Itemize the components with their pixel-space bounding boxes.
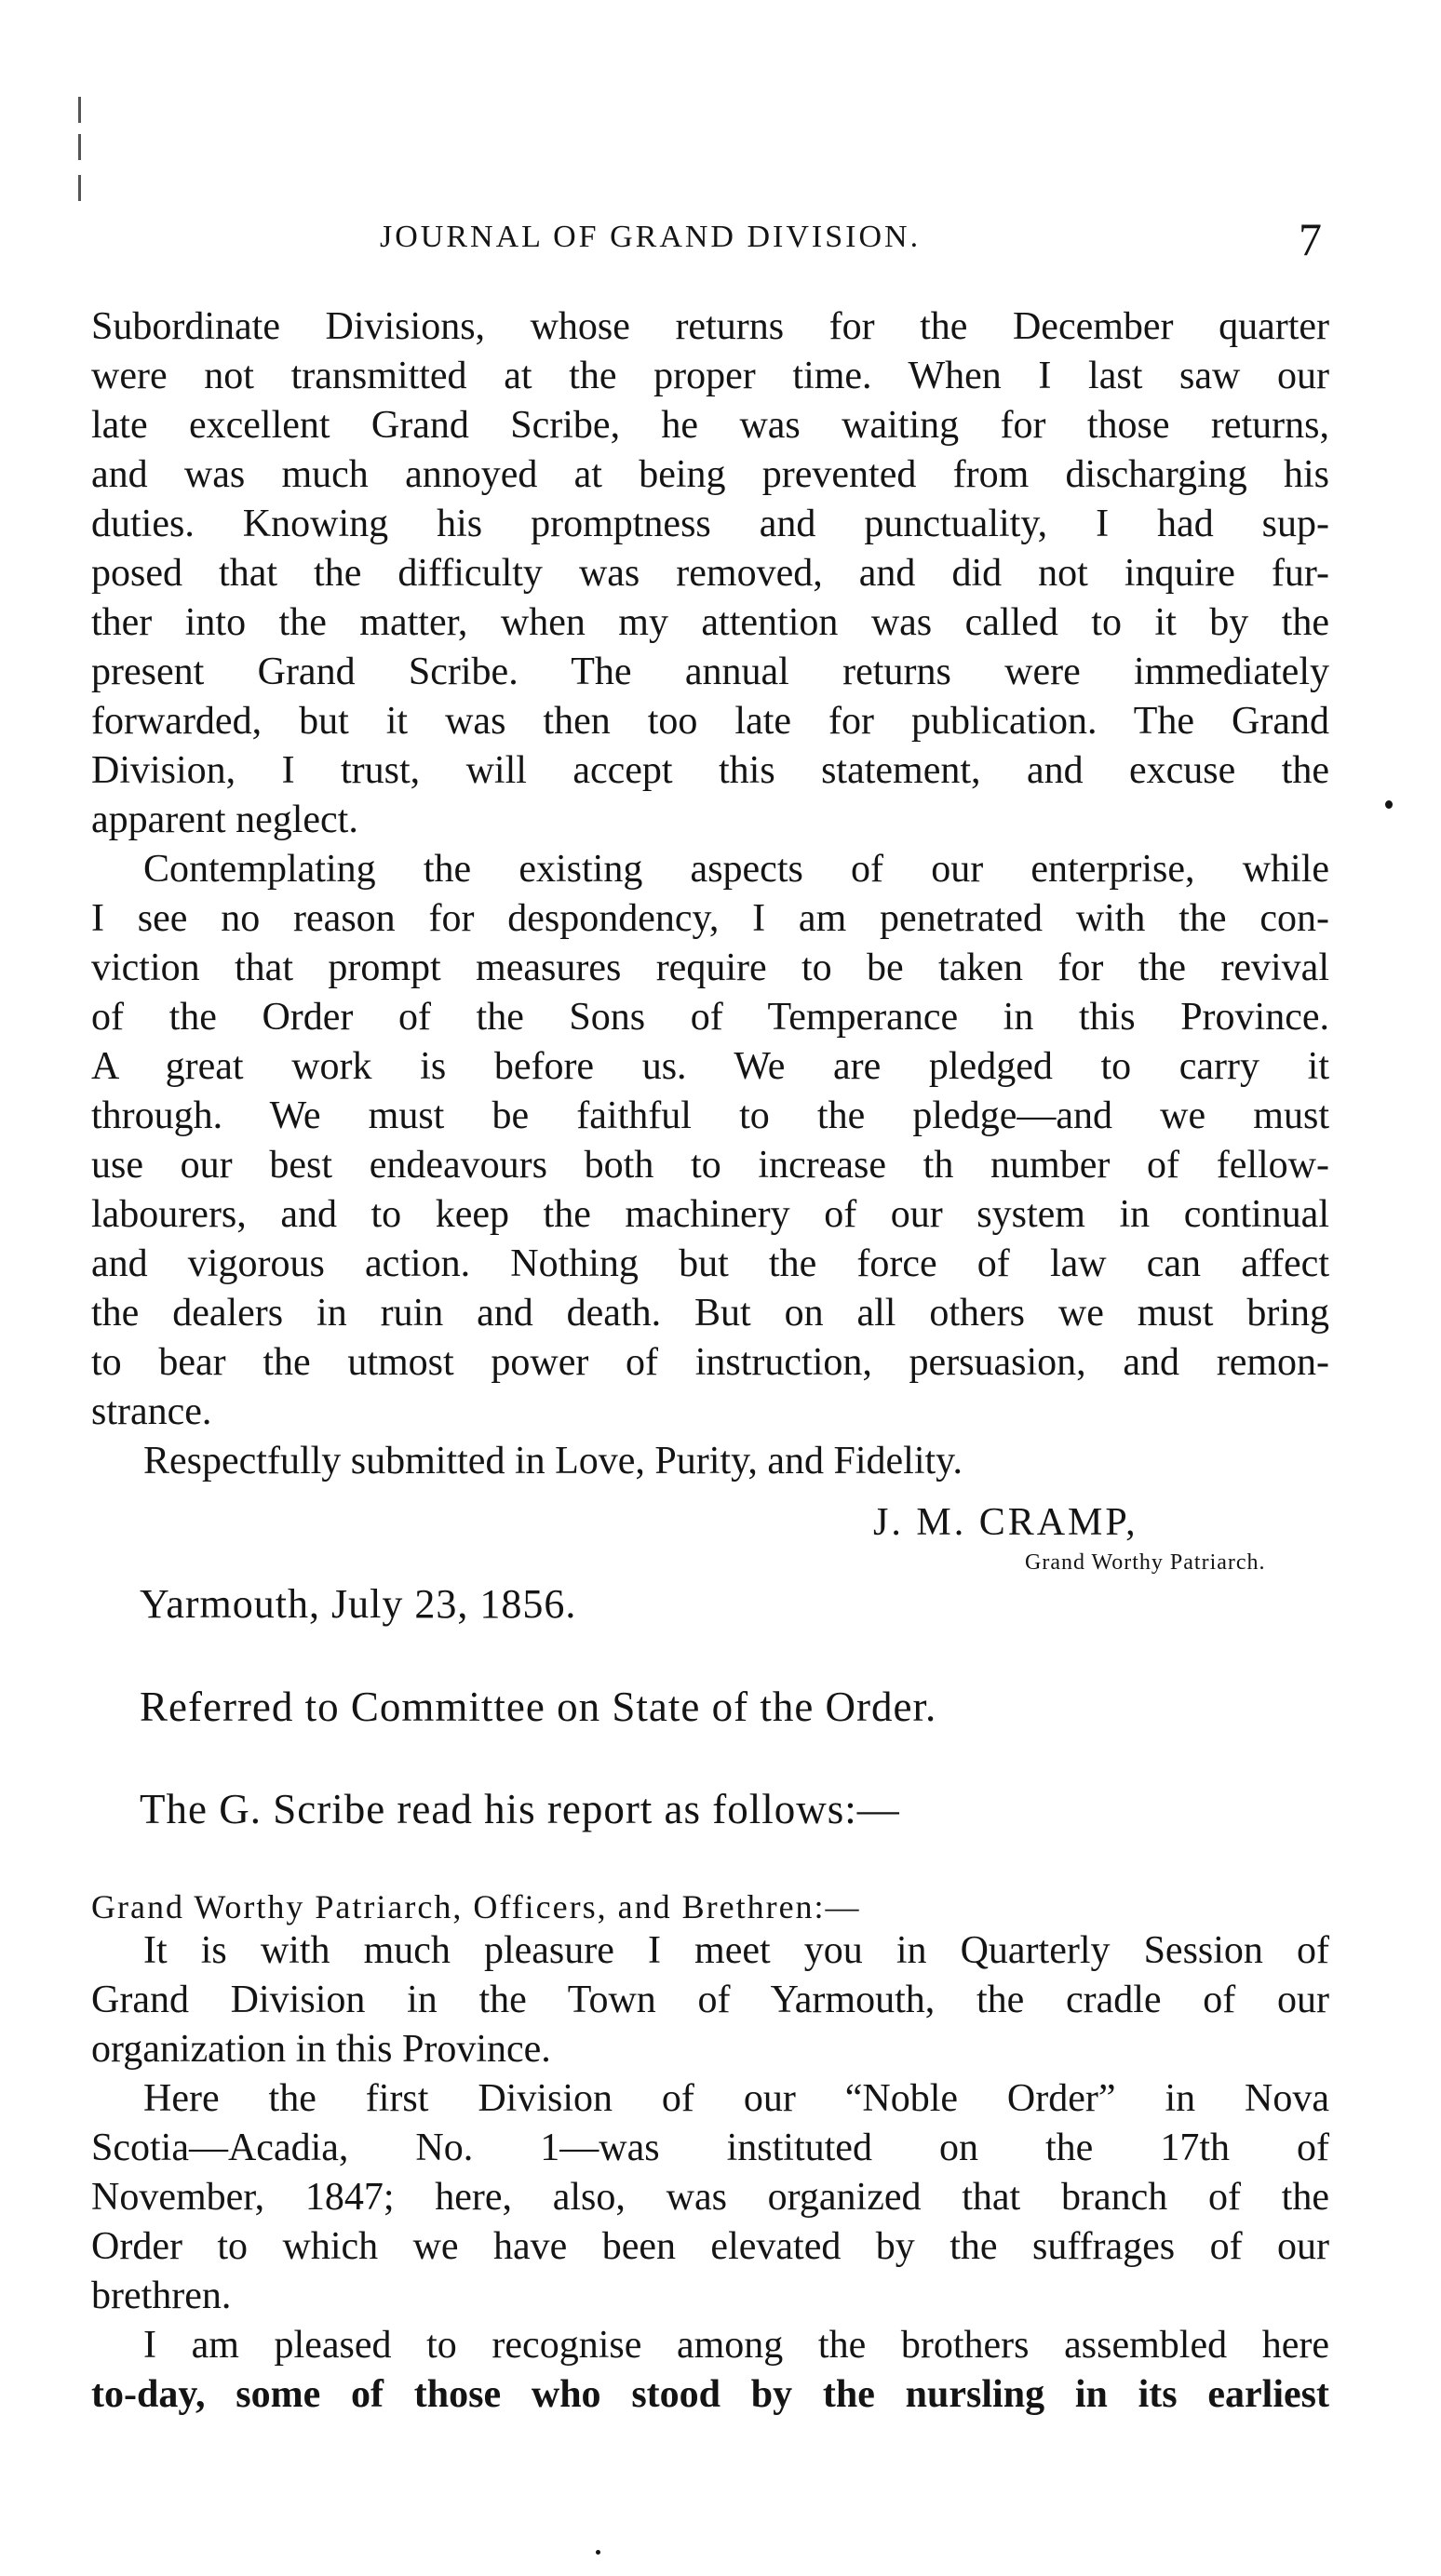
text-line: November, 1847; here, also, was organized that branch of the: [91, 2176, 1329, 2219]
text-line: ther into the matter, when my attention was called to it by the: [91, 601, 1329, 644]
page-header: [91, 212, 1329, 268]
margin-rule-mark: [78, 97, 81, 123]
text-line: Order to which we have been elevated by the suffrages of our: [91, 2225, 1329, 2268]
minute-scribe-intro: The G. Scribe read his report as follows:—: [140, 1786, 900, 1832]
page-number: 7: [1299, 213, 1322, 265]
text-line: through. We must be faithful to the pledge—and we must: [91, 1094, 1329, 1137]
text-line: Subordinate Divisions, whose returns for the December quarter: [91, 305, 1329, 348]
text-line: to bear the utmost power of instruction, persuasion, and remon-: [91, 1341, 1329, 1384]
text-line: to-day, some of those who stood by the nursling in its earliest: [91, 2373, 1329, 2416]
text-line: apparent neglect.: [91, 798, 358, 841]
text-line: were not transmitted at the proper time. When I last saw our: [91, 355, 1329, 397]
text-line: present Grand Scribe. The annual returns were immediately: [91, 651, 1329, 693]
text-line: Respectfully submitted in Love, Purity, and Fidelity.: [143, 1440, 963, 1483]
text-line: and vigorous action. Nothing but the force of law can affect: [91, 1242, 1329, 1285]
page-speck: [596, 2550, 600, 2555]
text-line: Scotia—Acadia, No. 1—was instituted on the 17th of: [91, 2127, 1329, 2169]
text-line: brethren.: [91, 2274, 232, 2317]
running-title: JOURNAL OF GRAND DIVISION.: [380, 220, 922, 254]
text-line: posed that the difficulty was removed, and did not inquire fur-: [91, 552, 1329, 595]
margin-speck: [1385, 800, 1393, 809]
report-paragraph-2: [91, 845, 1329, 1437]
scribe-salutation: Grand Worthy Patriarch, Officers, and Brethren:—: [91, 1888, 861, 1925]
scribe-paragraph-1: [91, 1926, 1329, 2074]
text-line: of the Order of the Sons of Temperance in this Province.: [91, 996, 1329, 1039]
margin-rule-mark: [78, 175, 81, 201]
text-line: organization in this Province.: [91, 2028, 551, 2071]
text-line: Grand Division in the Town of Yarmouth, the cradle of our: [91, 1979, 1329, 2021]
signature-title: Grand Worthy Patriarch.: [1025, 1550, 1266, 1575]
text-line: Division, I trust, will accept this statement, and excuse the: [91, 749, 1329, 792]
text-line: use our best endeavours both to increase th number of fellow-: [91, 1144, 1329, 1187]
closing-line: [91, 1437, 1329, 1486]
text-line: strance.: [91, 1390, 212, 1433]
text-line: I see no reason for despondency, I am penetrated with the con-: [91, 897, 1329, 940]
minute-referral: Referred to Committee on State of the Order.: [140, 1684, 937, 1730]
signature-block: [91, 1500, 1329, 1593]
text-line: I am pleased to recognise among the brothers assembled here: [143, 2324, 1329, 2367]
text-line: duties. Knowing his promptness and punctuality, I had sup-: [91, 503, 1329, 545]
text-line: Contemplating the existing aspects of our enterprise, while: [143, 848, 1329, 891]
text-line: viction that prompt measures require to be taken for the revival: [91, 946, 1329, 989]
text-line: It is with much pleasure I meet you in Quarterly Session of: [143, 1929, 1329, 1972]
text-line: Here the first Division of our “Noble Order” in Nova: [143, 2077, 1329, 2120]
text-line: forwarded, but it was then too late for publication. The Grand: [91, 700, 1329, 743]
scribe-paragraph-3: [91, 2321, 1329, 2420]
report-paragraph-1: [91, 302, 1329, 845]
text-line: late excellent Grand Scribe, he was waiting for those returns,: [91, 404, 1329, 447]
text-line: labourers, and to keep the machinery of our system in continual: [91, 1193, 1329, 1236]
scribe-paragraph-2: [91, 2074, 1329, 2321]
signature-name: J. M. CRAMP,: [873, 1501, 1138, 1544]
text-line: A great work is before us. We are pledged to carry it: [91, 1045, 1329, 1088]
margin-rule-mark: [78, 134, 81, 160]
text-line: the dealers in ruin and death. But on all others we must bring: [91, 1292, 1329, 1335]
text-line: and was much annoyed at being prevented from discharging his: [91, 453, 1329, 496]
report-dateline: Yarmouth, July 23, 1856.: [140, 1581, 577, 1627]
